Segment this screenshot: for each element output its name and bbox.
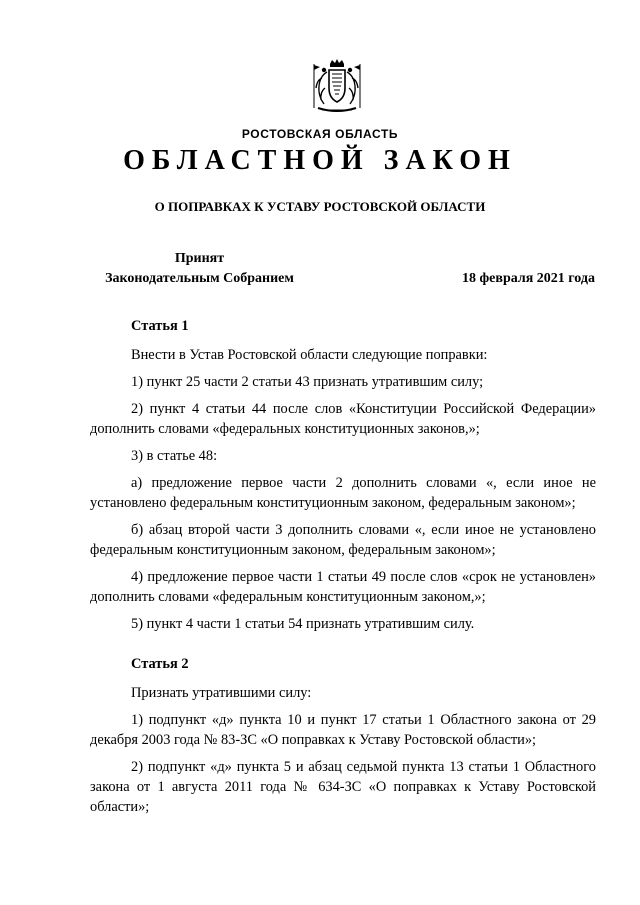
adopting-body: Законодательным Собранием: [105, 271, 294, 286]
article-1-paragraph: 3) в статье 48:: [131, 448, 218, 464]
article-1-paragraph: б) абзац второй части 3 дополнить словами «, если иное не установлено федеральным конституционным законом, федеральным законом»;: [90, 522, 596, 558]
article-1-paragraph: 2) пункт 4 статьи 44 после слов «Конституции Российской Федерации» дополнить словами «федеральных конституционных законов,»;: [90, 401, 596, 437]
article-1-paragraph: а) предложение первое части 2 дополнить словами «, если иное не установлено федеральным конституционным законом, федеральным законом»;: [90, 475, 596, 511]
article-1-paragraph: Внести в Устав Ростовской области следующие поправки:: [131, 347, 488, 363]
article-1-paragraph: 5) пункт 4 части 1 статьи 54 признать утратившим силу.: [131, 616, 475, 632]
article-2-paragraph: Признать утратившими силу:: [131, 685, 312, 701]
article-2-paragraph: 1) подпункт «д» пункта 10 и пункт 17 статьи 1 Областного закона от 29 декабря 2003 года № 83-ЗС «О поправках к Уставу Ростовской области»;: [90, 712, 596, 748]
adoption-date: 18 февраля 2021 года: [462, 271, 595, 286]
article-2-paragraph: 2) подпункт «д» пункта 5 и абзац седьмой пункта 13 статьи 1 Областного закона от 1 августа 2011 года № 634-ЗС «О поправках к Уставу Ростовской области»;: [90, 759, 596, 815]
coat-of-arms-icon: [308, 58, 366, 116]
region-name: РОСТОВСКАЯ ОБЛАСТЬ: [241, 127, 399, 141]
law-subtitle: О ПОПРАВКАХ К УСТАВУ РОСТОВСКОЙ ОБЛАСТИ: [154, 199, 486, 214]
article-1-paragraph: 4) предложение первое части 1 статьи 49 после слов «срок не установлен» дополнить словами «федеральным конституционным законом,»;: [90, 569, 596, 605]
law-type-title: ОБЛАСТНОЙ ЗАКОН: [123, 145, 517, 176]
section-spacer: [90, 641, 596, 654]
article-2-heading: Статья 2: [131, 656, 189, 672]
adoption-block: [92, 249, 307, 289]
article-1-heading: Статья 1: [131, 318, 189, 334]
article-1-paragraph: 1) пункт 25 части 2 статьи 43 признать утратившим силу;: [131, 374, 484, 390]
law-body: [90, 316, 596, 824]
adopted-label: Принят: [174, 251, 225, 266]
